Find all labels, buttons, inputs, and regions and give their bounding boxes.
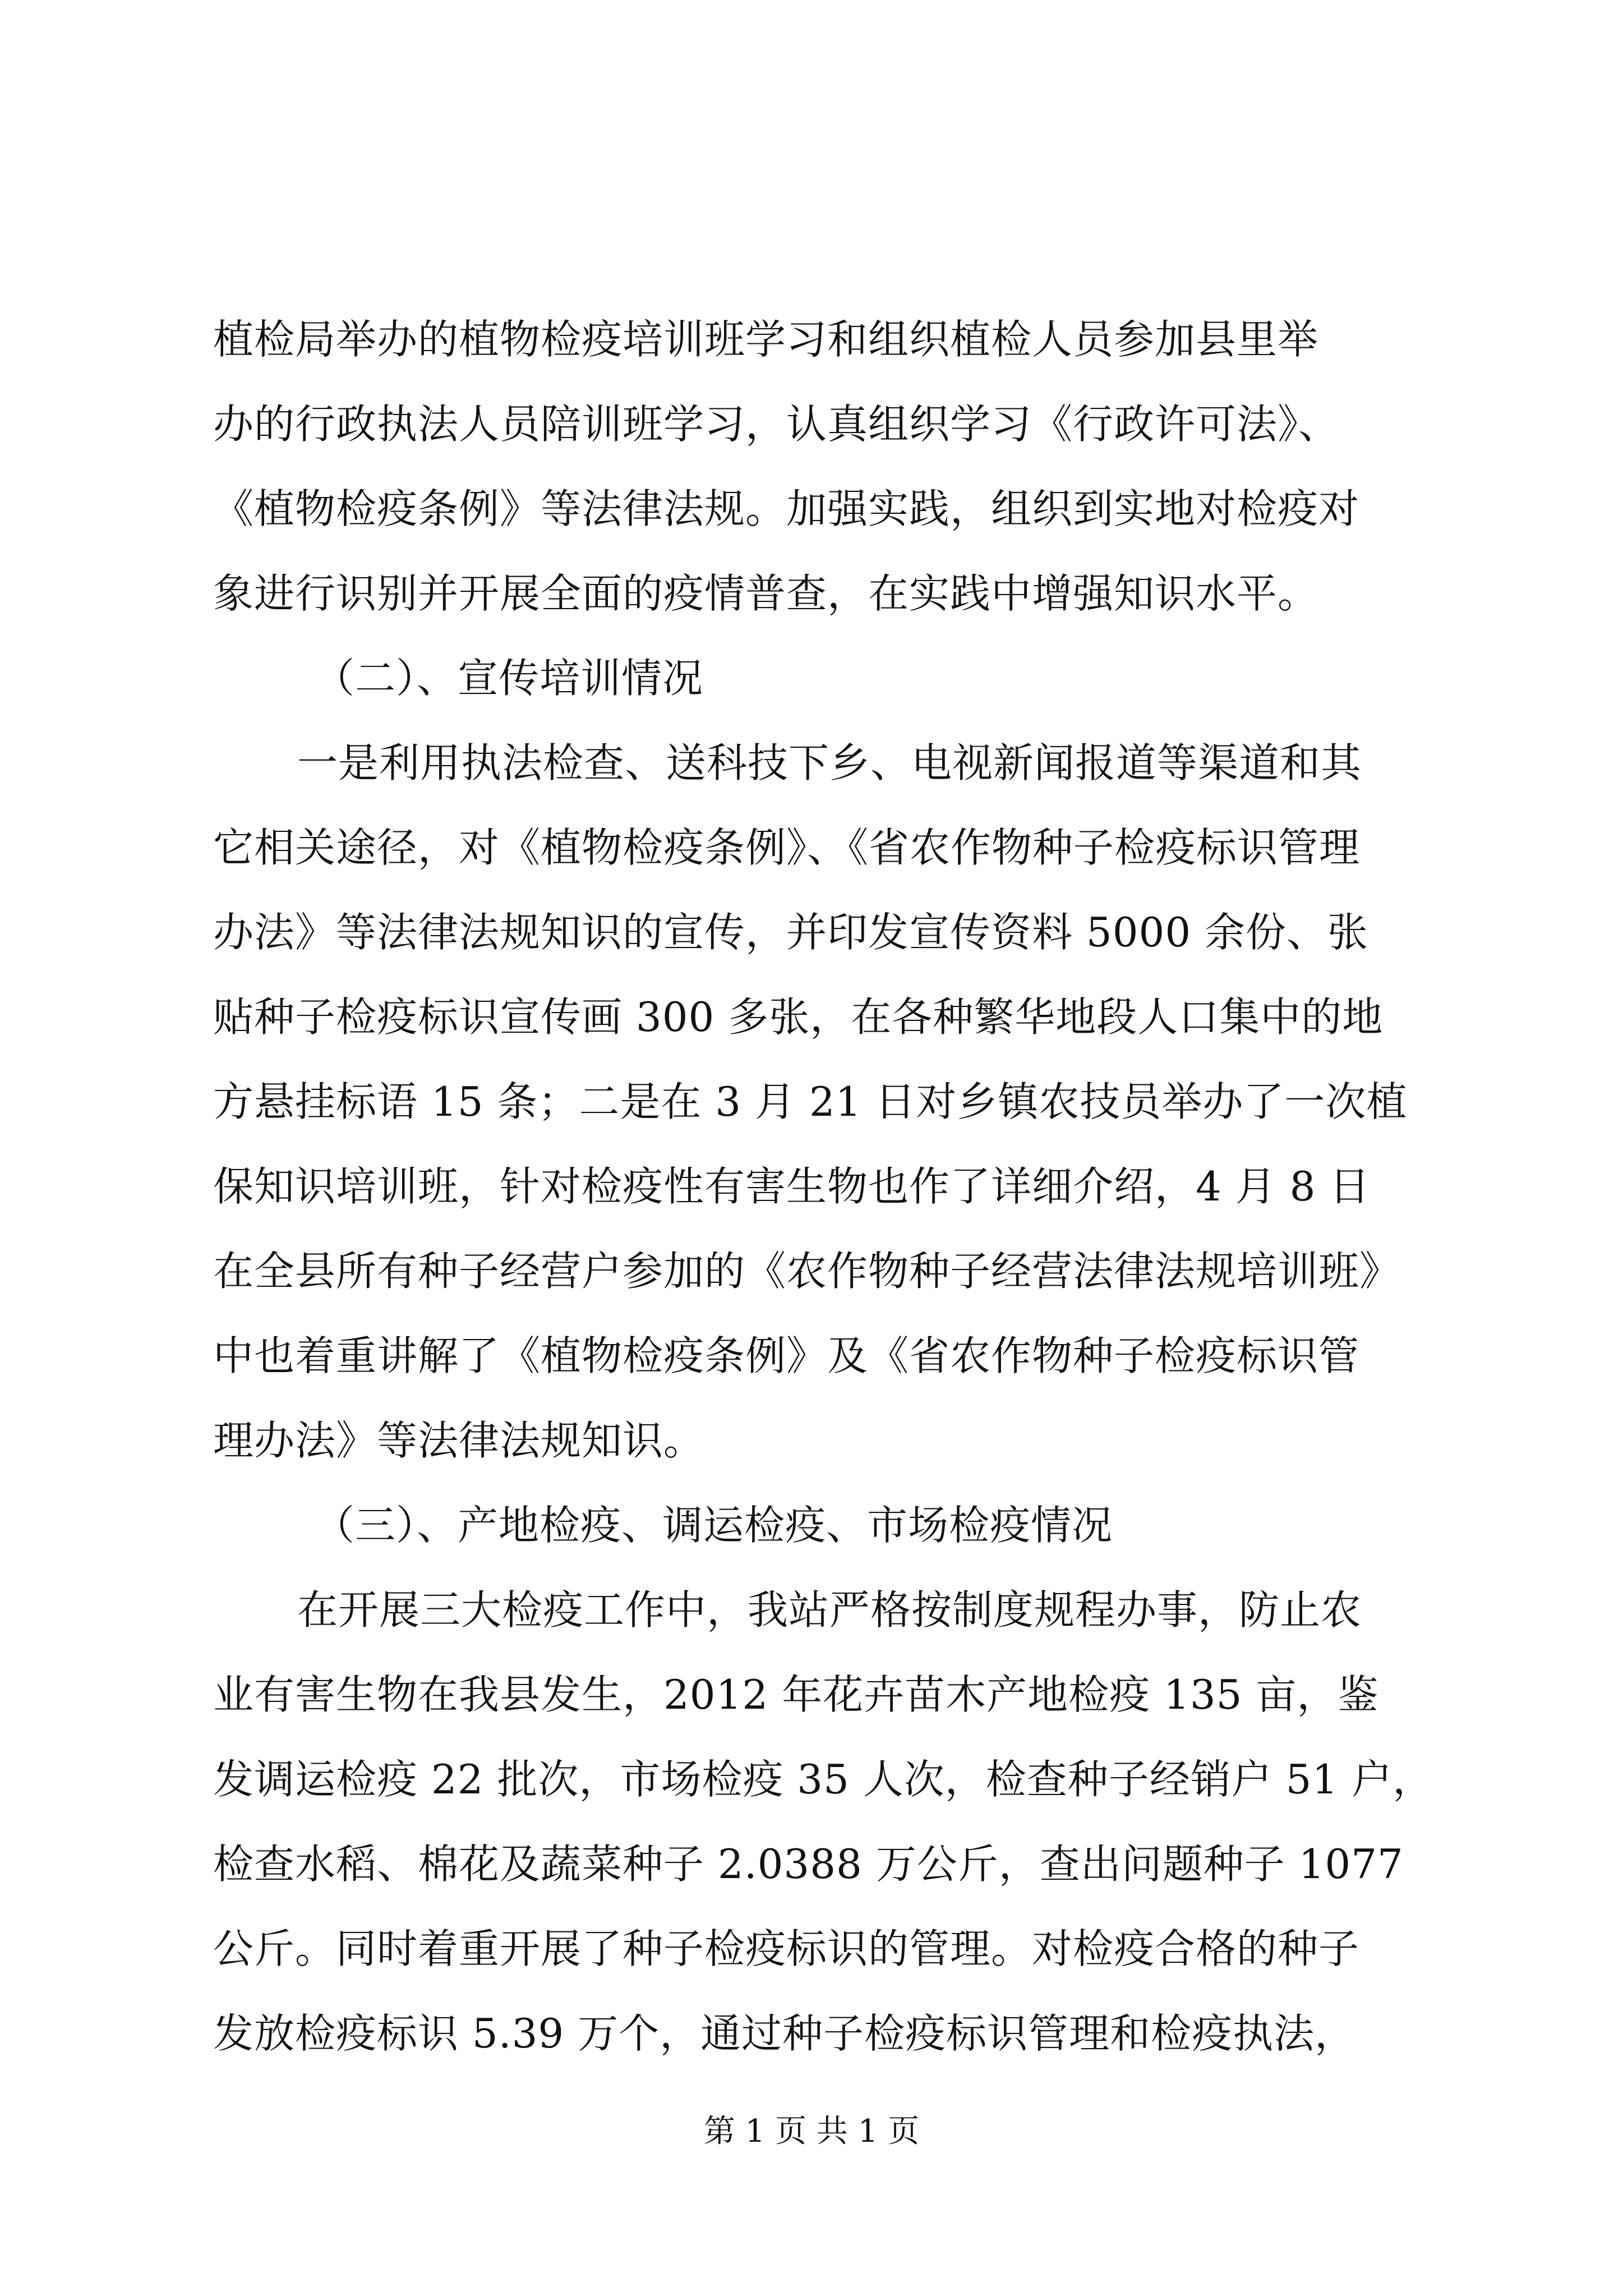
paragraph-line: 保知识培训班，针对检疫性有害生物也作了详细介绍，4 月 8 日	[213, 1163, 1371, 1210]
paragraph-line: 发放检疫标识 5.39 万个，通过种子检疫标识管理和检疫执法，	[213, 2010, 1356, 2057]
document-body	[213, 297, 1434, 2076]
paragraph-line: 办的行政执法人员陪训班学习，认真组织学习《行政许可法》、	[213, 401, 1340, 448]
paragraph-line: 方悬挂标语 15 条；二是在 3 月 21 日对乡镇农技员举办了一次植	[213, 1078, 1408, 1125]
paragraph-line: 业有害生物在我县发生，2012 年花卉苗木产地检疫 135 亩，鉴	[213, 1671, 1379, 1718]
paragraph-line: 贴种子检疫标识宣传画 300 多张，在各种繁华地段人口集中的地	[213, 993, 1384, 1041]
paragraph-line: 发调运检疫 22 批次，市场检疫 35 人次，检查种子经销户 51 户，	[213, 1756, 1434, 1803]
paragraph-line: 植检局举办的植物检疫培训班学习和组织植检人员参加县里举	[213, 316, 1319, 363]
paragraph-line: 一是利用执法检查、送科技下乡、电视新闻报道等渠道和其	[297, 739, 1362, 786]
paragraph-line: 它相关途径，对《植物检疫条例》、《省农作物种子检疫标识管理	[213, 824, 1361, 871]
page-number-footer: 第 1 页 共 1 页	[703, 2113, 920, 2150]
paragraph-line: 在全县所有种子经营户参加的《农作物种子经营法律法规培训班》	[213, 1248, 1401, 1295]
paragraph-line: 在开展三大检疫工作中，我站严格按制度规程办事，防止农	[297, 1586, 1362, 1634]
paragraph-line: 中也着重讲解了《植物检疫条例》及《省农作物种子检疫标识管	[213, 1332, 1360, 1379]
paragraph-line: 办法》等法律法规知识的宣传，并印发宣传资料 5000 余份、张	[213, 909, 1369, 956]
section-heading: （二）、宣传培训情况	[314, 655, 704, 702]
paragraph-line: 检查水稻、棉花及蔬菜种子 2.0388 万公斤，查出问题种子 1077	[213, 1841, 1404, 1888]
paragraph-line: 《植物检疫条例》等法律法规。加强实践，组织到实地对检疫对	[213, 485, 1360, 532]
paragraph-line: 公斤。同时着重开展了种子检疫标识的管理。对检疫合格的种子	[213, 1925, 1360, 1972]
paragraph-line: 理办法》等法律法规知识。	[213, 1417, 705, 1464]
section-heading: （三）、产地检疫、调运检疫、市场检疫情况	[314, 1502, 1113, 1549]
paragraph-line: 象进行识别并开展全面的疫情普查，在实践中增强知识水平。	[213, 570, 1319, 617]
